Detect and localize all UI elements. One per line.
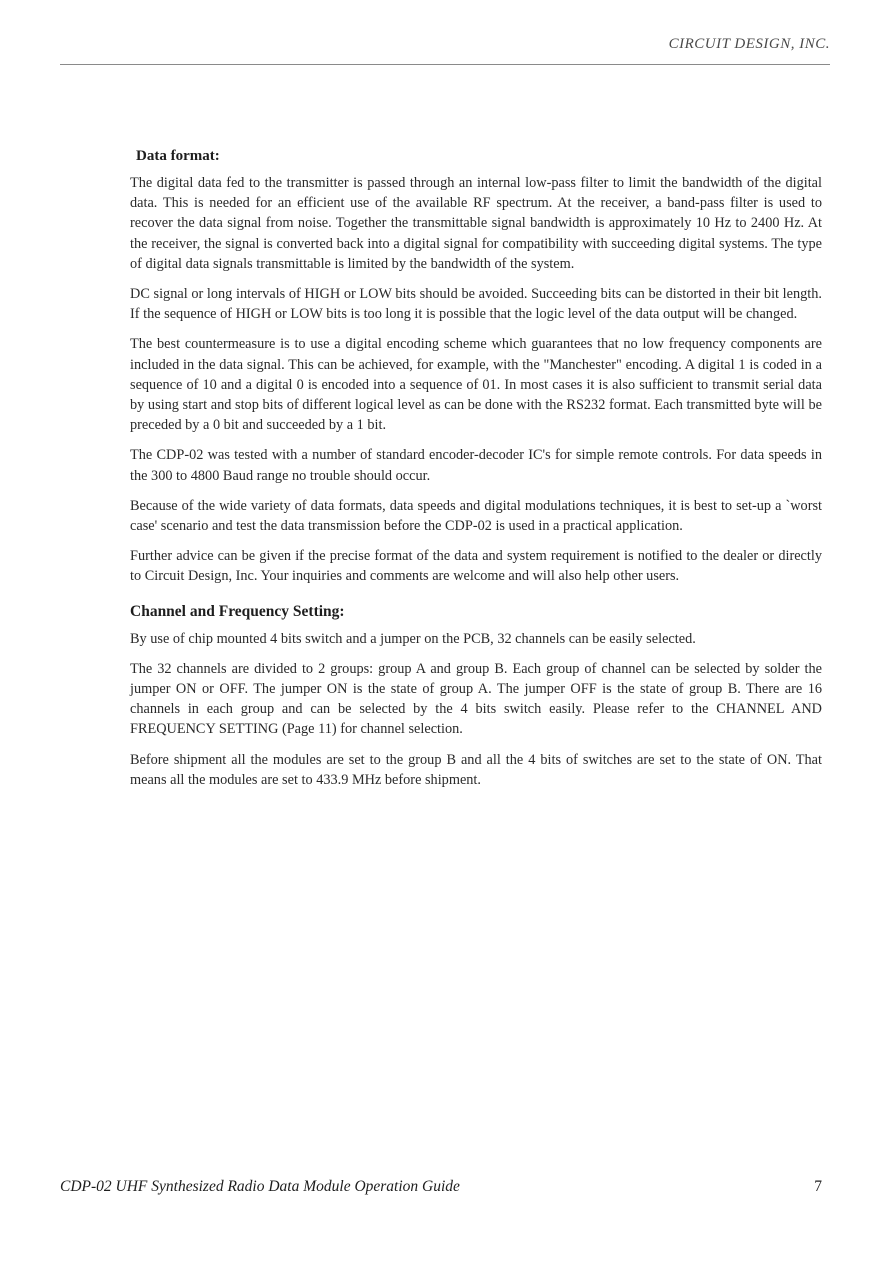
paragraph: The 32 channels are divided to 2 groups: group A and group B. Each group of channel can be selected by solder the jumper ON or OFF. The jumper ON is the state of group A. The jumper OFF is the state of group B. There are 16 channels in each group and can be selected by the 4 bits switch easily. Please refer to the CHANNEL AND FREQUENCY SETTING (Page 11) for channel selection. [130,660,822,738]
section-heading-data-format: Data format: [136,148,220,164]
page-header-company: CIRCUIT DESIGN, INC. [668,36,830,52]
page-content [130,148,822,800]
paragraph: The best countermeasure is to use a digital encoding scheme which guarantees that no low frequency components are included in the data signal. This can be achieved, for example, with the "Manchester" encoding. A digital 1 is coded in a sequence of 10 and a digital 0 is encoded into a sequence of 01. In most cases it is also sufficient to transmit serial data by using start and stop bits of different logical level as can be done with the RS232 format. Each transmitted byte will be preceded by a 0 bit and succeeded by a 1 bit. [130,336,822,434]
paragraph: DC signal or long intervals of HIGH or LOW bits should be avoided. Succeeding bits can be distorted in their bit length. If the sequence of HIGH or LOW bits is too long it is possible that the logic level of the data output will be changed. [130,286,822,323]
footer-document-title: CDP-02 UHF Synthesized Radio Data Module Operation Guide [60,1178,460,1195]
section-heading-channel-frequency: Channel and Frequency Setting: [130,602,345,620]
paragraph: By use of chip mounted 4 bits switch and a jumper on the PCB, 32 channels can be easily selected. [130,630,696,647]
page-number: 7 [814,1178,822,1195]
header-rule [60,64,830,65]
paragraph: Because of the wide variety of data formats, data speeds and digital modulations techniques, it is best to set-up a `worst case' scenario and test the data transmission before the CDP-02 is used in a practical application. [130,497,822,535]
paragraph: Before shipment all the modules are set to the group B and all the 4 bits of switches are set to the state of ON. That means all the modules are set to 433.9 MHz before shipment. [130,751,822,788]
paragraph: The CDP-02 was tested with a number of standard encoder-decoder IC's for simple remote controls. For data speeds in the 300 to 4800 Baud range no trouble should occur. [130,447,822,484]
paragraph: The digital data fed to the transmitter is passed through an internal low-pass filter to limit the bandwidth of the digital data. This is needed for an efficient use of the available RF spectrum. At the receiver, a band-pass filter is used to recover the data signal from noise. Together the transmittable signal bandwidth is approximately 10 Hz to 2400 Hz. At the receiver, the signal is converted back into a digital signal for compatibility with succeeding digital systems. The type of digital data signals transmittable is limited by the bandwidth of the system. [130,175,822,272]
paragraph: Further advice can be given if the precise format of the data and system requirement is notified to the dealer or directly to Circuit Design, Inc. Your inquiries and comments are welcome and will also help other users. [130,548,822,585]
